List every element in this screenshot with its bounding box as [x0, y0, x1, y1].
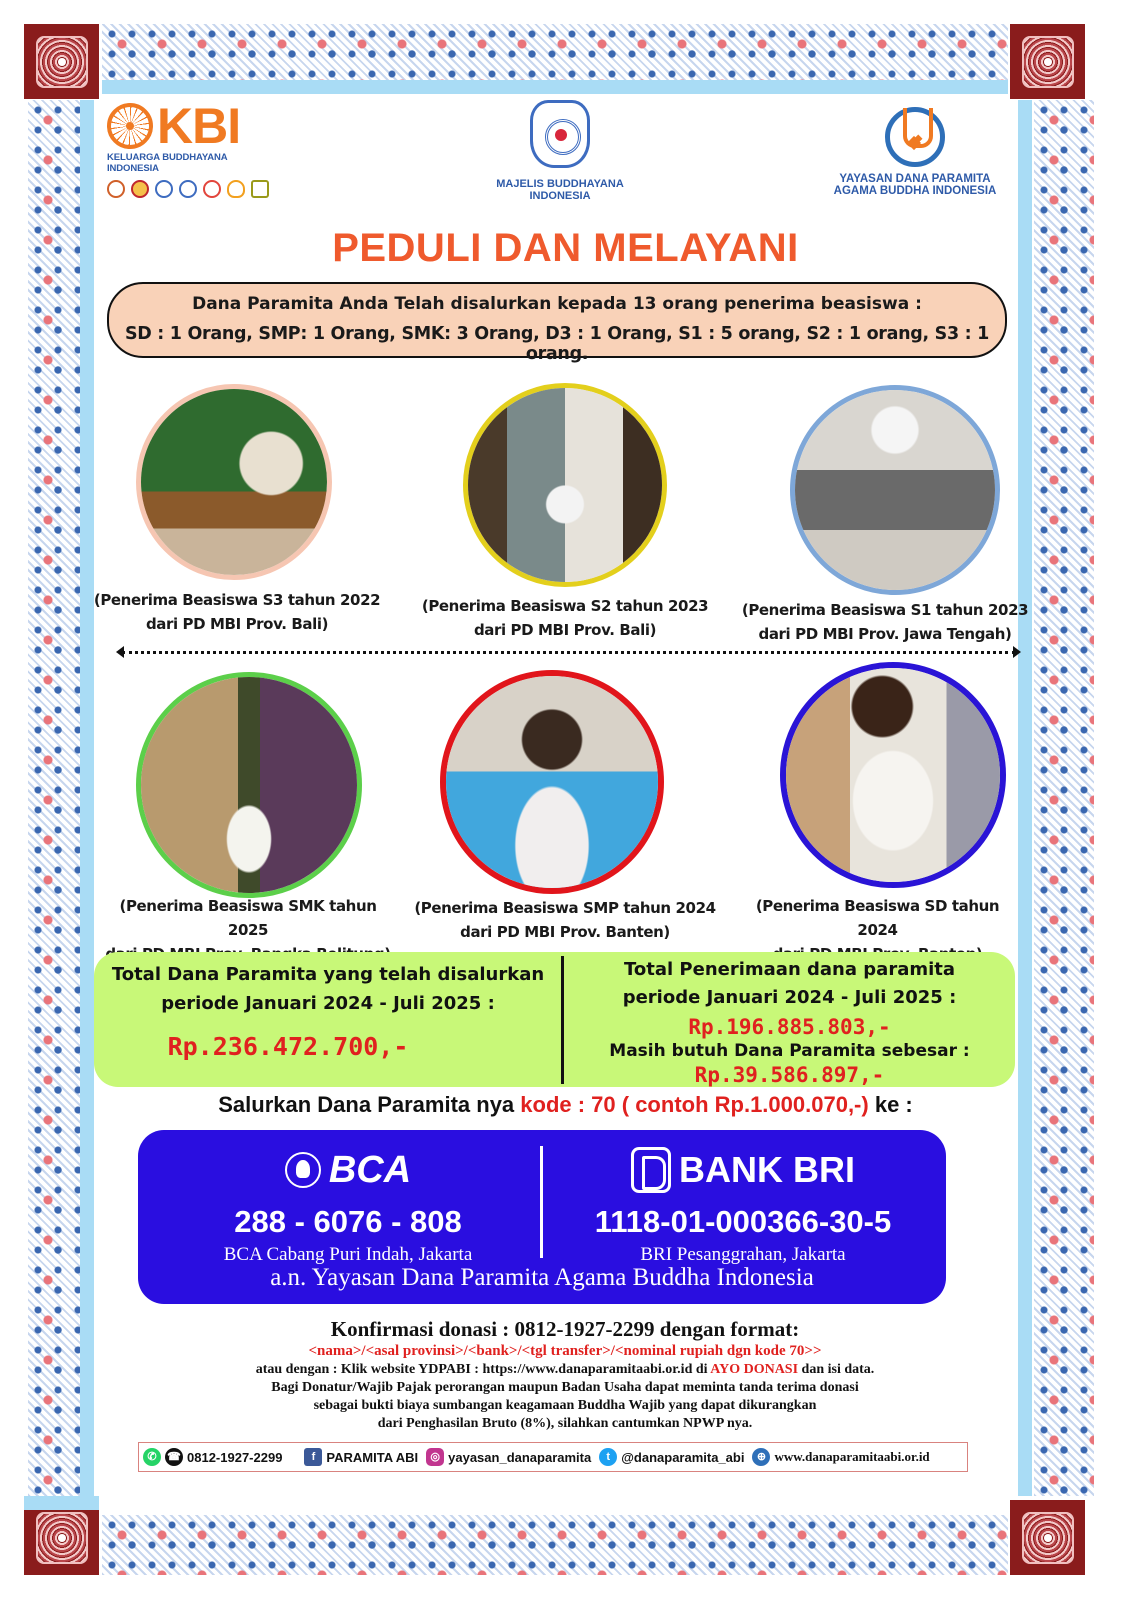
ydpabi-logo-line1: YAYASAN DANA PARAMITA	[839, 173, 991, 185]
bank-divider	[540, 1146, 543, 1258]
border-strip-left	[80, 100, 94, 1496]
confirmation-heading: Konfirmasi donasi : 0812-1927-2299 dengan format:	[330, 1317, 800, 1341]
recipient-photo-smk	[136, 672, 362, 898]
recipient-caption-sd: (Penerima Beasiswa SD tahun 2024	[755, 897, 1000, 939]
mbi-logo	[470, 100, 650, 202]
mandala-icon	[1022, 36, 1074, 88]
wbi-logo-icon	[203, 180, 221, 198]
page-title: PEDULI DAN MELAYANI	[332, 226, 799, 270]
bri-account-number[interactable]: 1118-01-000366-30-5	[594, 1204, 892, 1239]
bca-account-number[interactable]: 288 - 6076 - 808	[234, 1204, 462, 1239]
recipient-caption-smp: (Penerima Beasiswa SMP tahun 2024 dari PD MBI Prov. Banten)	[414, 899, 716, 941]
ayo-donasi-link[interactable]: AYO DONASI	[710, 1362, 799, 1377]
border-pattern-left	[28, 100, 88, 1496]
bank-accounts-panel	[138, 1130, 946, 1304]
recipient-photo-s2	[463, 383, 667, 587]
instagram-link[interactable]: ◎ yayasan_danaparamita	[426, 1448, 591, 1466]
kbi-logo-text: KBI	[157, 98, 241, 154]
social-contact-bar	[138, 1442, 968, 1472]
flame-logo-icon	[227, 180, 245, 198]
mandala-icon	[1022, 1512, 1074, 1564]
ydpabi-logo-line2: AGAMA BUDDHA INDONESIA	[833, 185, 997, 197]
recipient-photo-s1	[790, 385, 1000, 595]
border-pattern-right	[1034, 100, 1094, 1496]
bri-account	[553, 1140, 933, 1266]
bca-account	[158, 1140, 538, 1266]
transfer-instruction: Salurkan Dana Paramita nya kode : 70 ( contoh Rp.1.000.070,-) ke :	[218, 1092, 913, 1117]
needed-label: Masih butuh Dana Paramita sebesar :	[609, 1041, 970, 1061]
border-pattern-bottom	[102, 1515, 1008, 1575]
transfer-code: kode : 70 ( contoh Rp.1.000.070,-)	[520, 1092, 869, 1117]
bca-branch: BCA Cabang Puri Indah, Jakarta	[223, 1244, 473, 1265]
recipient-caption-s2: (Penerima Beasiswa S2 tahun 2023 dari PD MBI Prov. Bali)	[421, 597, 709, 639]
dharma-wheel-icon	[107, 103, 153, 149]
instagram-icon: ◎	[426, 1448, 444, 1466]
mbi-logo-text: MAJELIS BUDDHAYANA INDONESIA	[496, 178, 624, 202]
border-strip-bottom	[24, 1496, 99, 1510]
ydpabi-emblem-icon	[885, 107, 945, 167]
recipient-photo-sd	[780, 662, 1006, 888]
affiliate-logos	[107, 180, 277, 198]
kbi-logo	[107, 98, 277, 198]
totals-panel	[94, 952, 1015, 1087]
mbi-emblem-icon	[530, 100, 590, 168]
donation-confirmation: Konfirmasi donasi : 0812-1927-2299 dengan format: <nama>/<asal provinsi>/<bank>/<tgl transfer>/<nominal rupiah dgn kode 70>> atau dengan : Klik website YDPABI : https://www.danaparamitaabi.or.id di AYO DONASI dan isi data. Bagi Donatur/Wajib Pajak perorangan maupun Badan Usaha dapat meminta tanda terima donasi sebagai bukti biaya sumbangan keagamaan Buddha Wajib yang dapat dikurangkan dari Penghasilan Bruto (8%), silahkan cantumkan NPWP nya.	[120, 1316, 1010, 1433]
triangle-logo-icon	[251, 180, 269, 198]
border-pattern-top	[102, 24, 1008, 84]
bca-name: BCA	[328, 1148, 412, 1191]
kbi-subtitle: KELUARGA BUDDHAYANA INDONESIA	[107, 152, 228, 174]
account-holder: a.n. Yayasan Dana Paramita Agama Buddha Indonesia	[270, 1264, 814, 1291]
recipient-caption-smk: (Penerima Beasiswa SMK tahun 2025	[119, 897, 377, 939]
phone-icon: ☎	[165, 1448, 183, 1466]
border-strip-right	[1018, 100, 1032, 1496]
mandala-icon	[36, 1512, 88, 1564]
ydpabi-logo	[815, 107, 1015, 197]
bca-logo-icon	[285, 1152, 321, 1188]
recipient-photo-smp	[440, 670, 664, 894]
facebook-icon: f	[304, 1448, 322, 1466]
corner-ornament-bottom-right	[1010, 1500, 1085, 1575]
corner-ornament-bottom-left	[24, 1500, 99, 1575]
globe-icon: ⊕	[752, 1448, 770, 1466]
sagin-logo-icon	[107, 180, 125, 198]
twitter-icon: t	[599, 1448, 617, 1466]
recipient-caption-s1: (Penerima Beasiswa S1 tahun 2023 dari PD MBI Prov. Jawa Tengah)	[741, 601, 1029, 643]
twitter-link[interactable]: t @danaparamita_abi	[599, 1448, 744, 1466]
mbi-logo-icon	[155, 180, 173, 198]
disbursed-amount: Rp.236.472.700,-	[167, 1032, 409, 1061]
phone-contact[interactable]: ✆ ☎ 0812-1927-2299	[143, 1448, 282, 1466]
bri-logo-icon	[631, 1147, 671, 1193]
summary-line-1: Dana Paramita Anda Telah disalurkan kepada 13 orang penerima beasiswa :	[192, 294, 922, 314]
received-amount: Rp.196.885.803,-	[688, 1015, 891, 1039]
summary-box	[107, 282, 1007, 364]
affiliate-logo-icon	[131, 180, 149, 198]
corner-ornament-top-left	[24, 24, 99, 99]
dotted-divider-arrow	[122, 651, 1015, 654]
bri-name: BANK BRI	[679, 1149, 855, 1190]
confirmation-format: <nama>/<asal provinsi>/<bank>/<tgl transfer>/<nominal rupiah dgn kode 70>>	[308, 1343, 822, 1359]
recipient-caption-s3: (Penerima Beasiswa S3 tahun 2022 dari PD MBI Prov. Bali)	[93, 591, 381, 633]
facebook-link[interactable]: f PARAMITA ABI	[304, 1448, 418, 1466]
whatsapp-icon: ✆	[143, 1448, 161, 1466]
border-strip-top	[102, 80, 1008, 94]
affiliate-logo-icon	[179, 180, 197, 198]
mandala-icon	[36, 36, 88, 88]
corner-ornament-top-right	[1010, 24, 1085, 99]
website-link[interactable]: ⊕ www.danaparamitaabi.or.id	[752, 1448, 929, 1466]
recipient-photo-s3	[136, 384, 332, 580]
bri-branch: BRI Pesanggrahan, Jakarta	[640, 1244, 846, 1265]
needed-amount: Rp.39.586.897,-	[694, 1063, 885, 1087]
summary-line-2: SD : 1 Orang, SMP: 1 Orang, SMK: 3 Orang, D3 : 1 Orang, S1 : 5 orang, S2 : 1 orang, S3 : 1 orang.	[124, 324, 990, 364]
total-disbursed: Total Dana Paramita yang telah disalurkan periode Januari 2024 - Juli 2025 : Rp.236.472.700,-	[94, 960, 562, 1061]
total-received: Total Penerimaan dana paramita periode Januari 2024 - Juli 2025 : Rp.196.885.803,- Masih butuh Dana Paramita sebesar : Rp.39.586.897,-	[564, 956, 1015, 1090]
